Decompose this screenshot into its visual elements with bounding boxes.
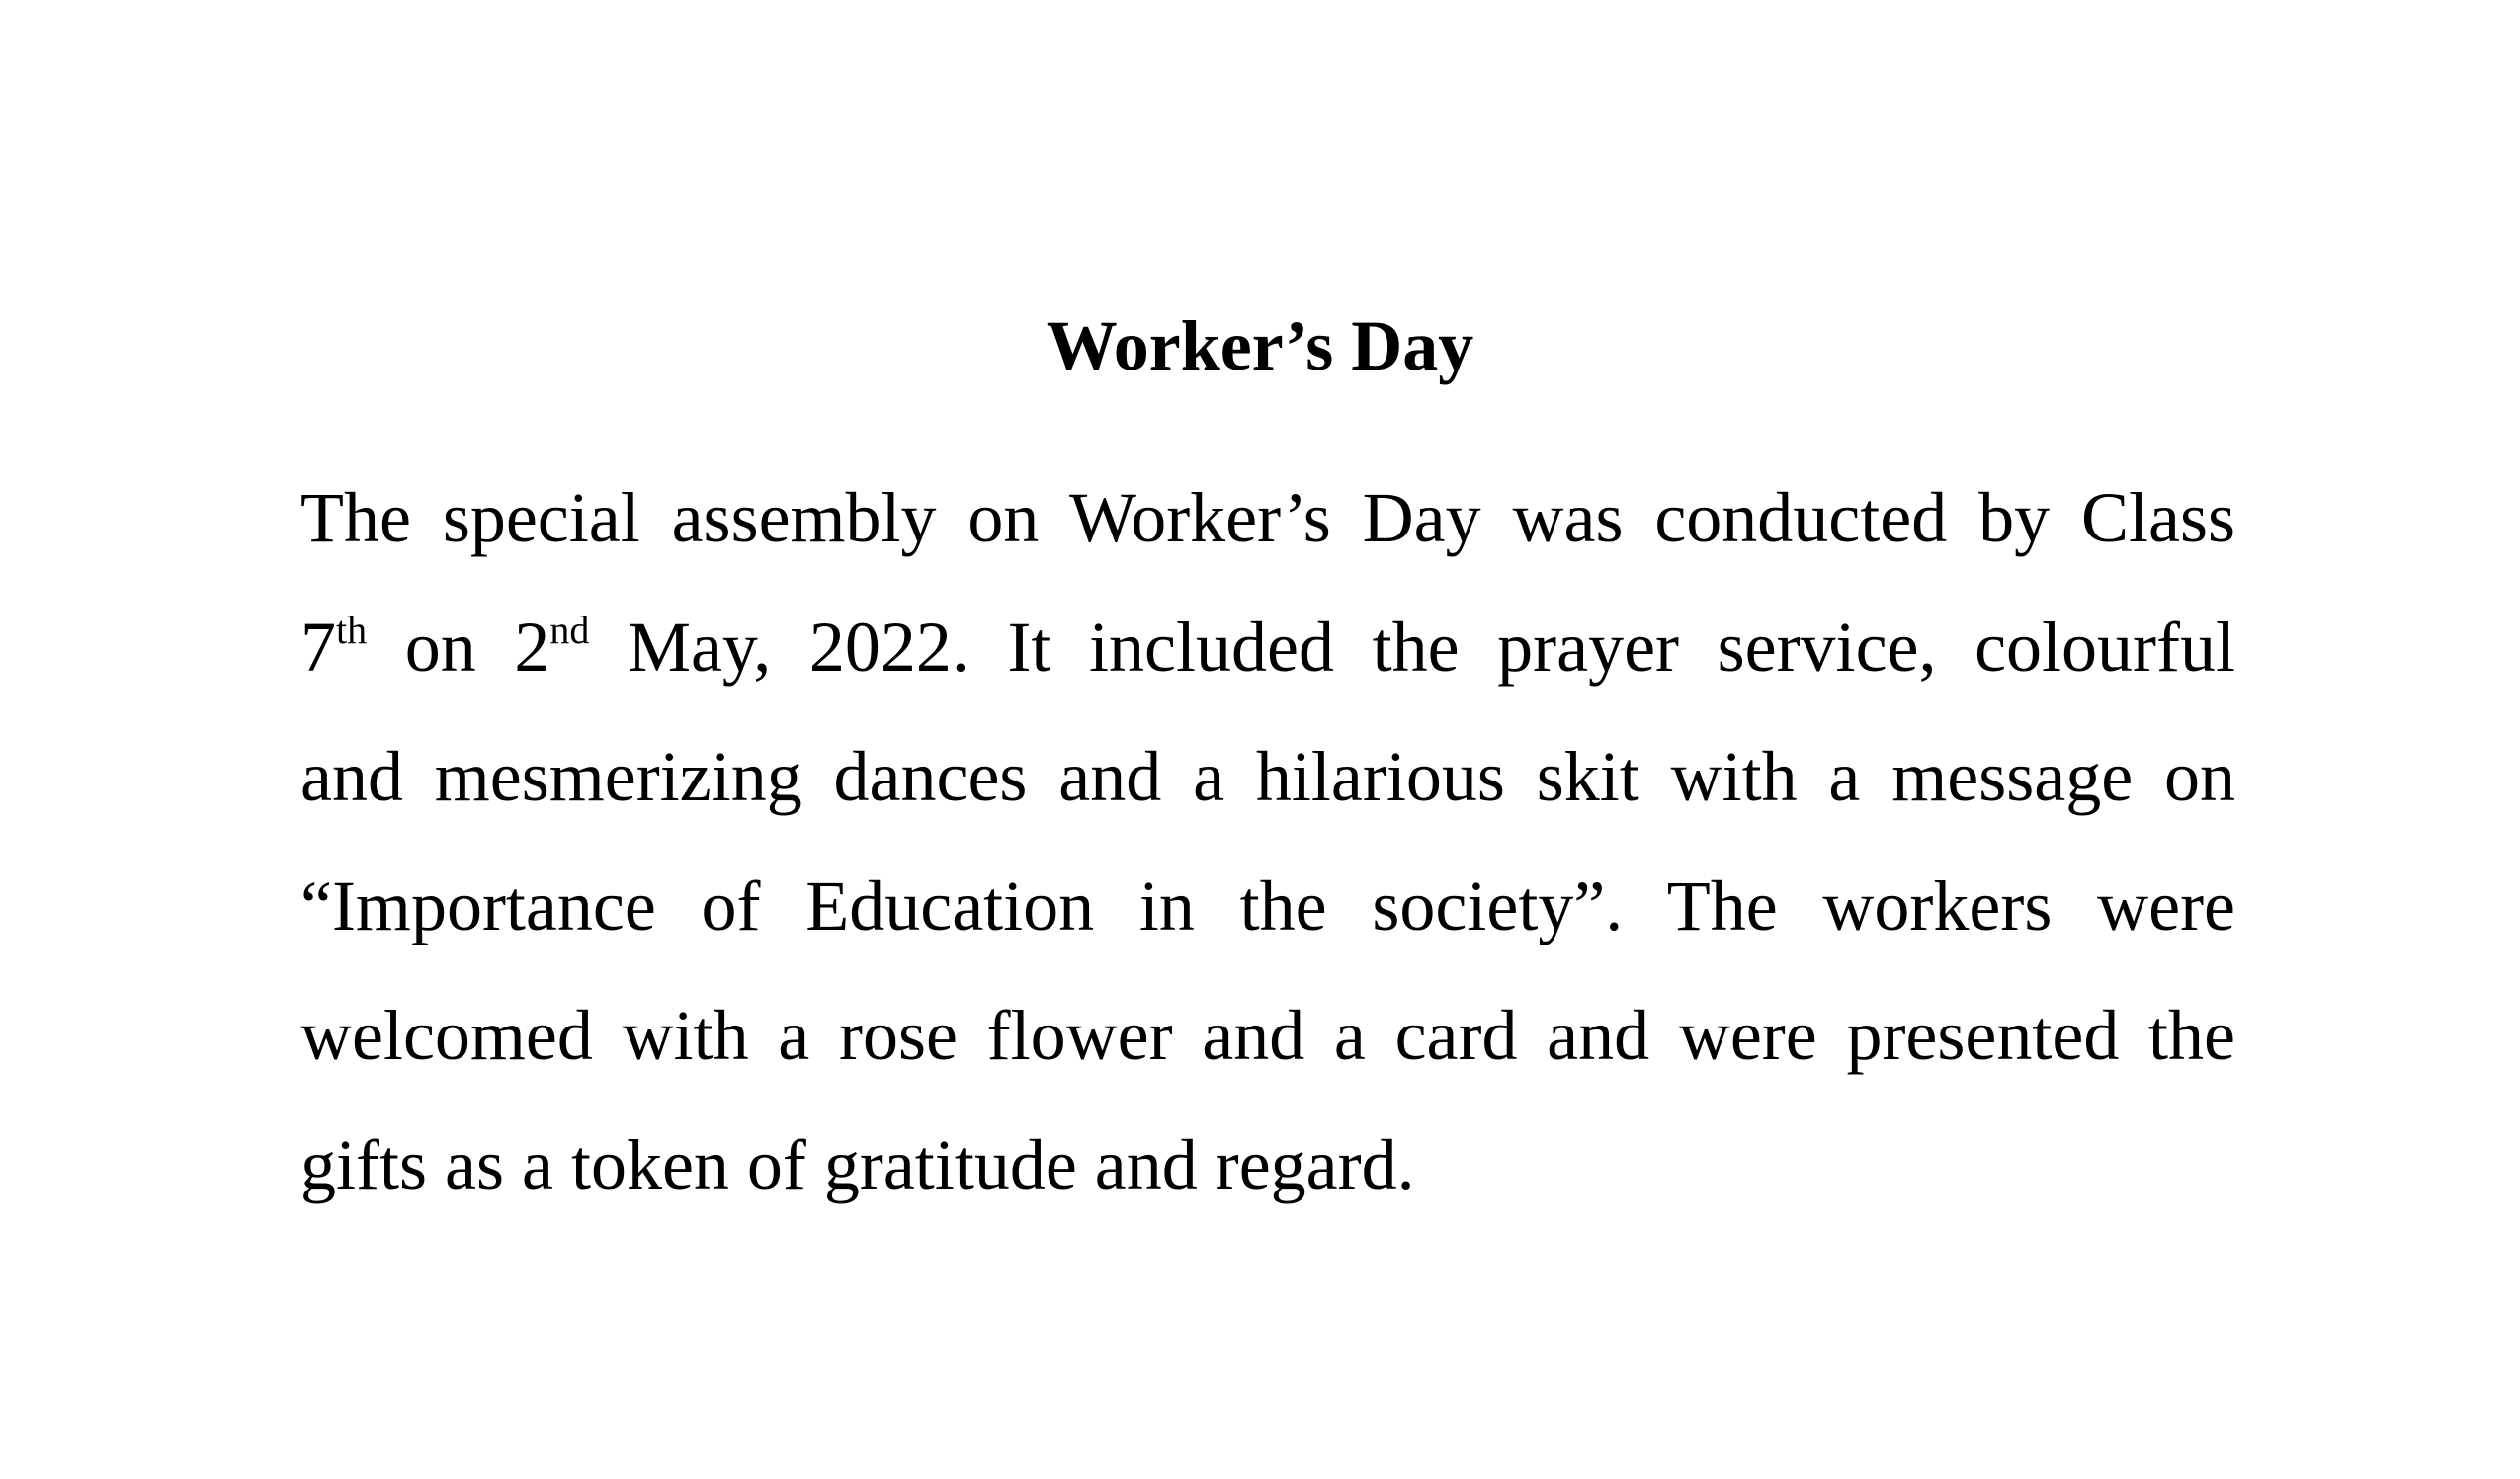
paragraph-line-5: welcomed with a rose flower and a card and were presented the bbox=[300, 996, 2235, 1075]
paragraph-line-4: “Importance of Education in the society”. The workers were bbox=[300, 866, 2235, 945]
ordinal-suffix-th: th bbox=[336, 608, 368, 652]
paragraph-line-6: gifts as a token of gratitude and regard. bbox=[300, 1125, 1415, 1204]
paragraph-line-2 bbox=[300, 598, 2235, 727]
ordinal-suffix-nd: nd bbox=[549, 608, 590, 652]
page-title: Worker’s Day bbox=[1046, 306, 1474, 385]
class-number: 7 bbox=[300, 608, 336, 687]
date-prefix: on 2 bbox=[367, 608, 550, 687]
paragraph-line-1: The special assembly on Worker’s Day was conducted by Class bbox=[300, 478, 2235, 557]
date-rest: May, 2022. It included the prayer service, colourful bbox=[589, 608, 2236, 687]
paragraph-line-3: and mesmerizing dances and a hilarious skit with a message on bbox=[300, 737, 2235, 816]
body-paragraph bbox=[300, 468, 2235, 1245]
